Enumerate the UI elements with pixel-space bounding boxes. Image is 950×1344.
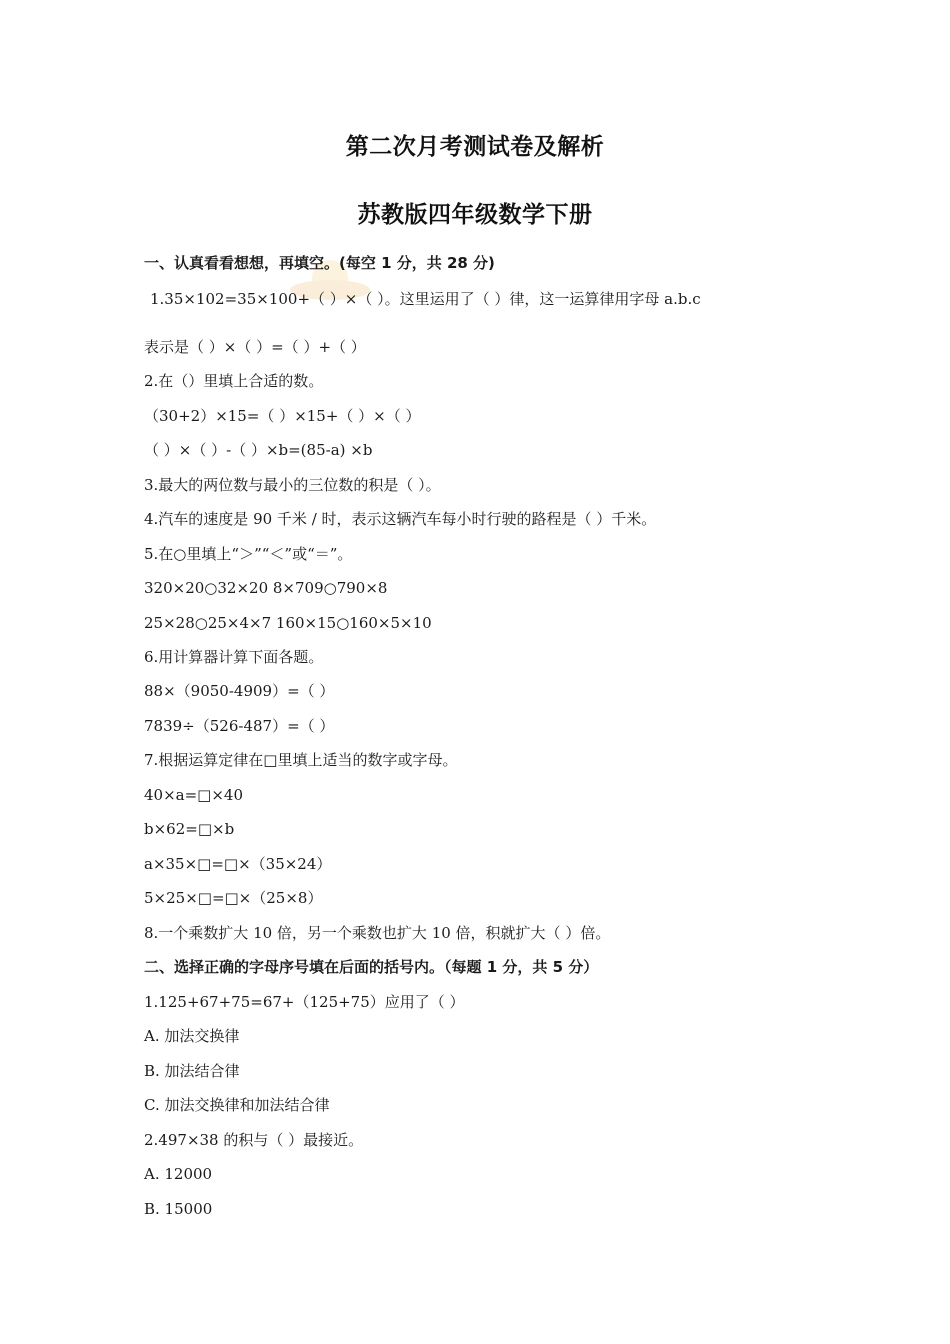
question-7-line-1: 40×a=□×40 — [144, 786, 243, 804]
question-7-title: 7.根据运算定律在□里填上适当的数字或字母。 — [144, 751, 458, 769]
question-3: 3.最大的两位数与最小的三位数的积是（ ）。 — [144, 476, 441, 494]
question-2-line-1: （30+2）×15=（ ）×15+（ ）×（ ） — [144, 407, 421, 425]
document-subtitle: 苏教版四年级数学下册 — [357, 202, 593, 228]
question-1-line-2: 表示是（ ）×（ ）=（ ）+（ ） — [144, 338, 366, 356]
question-4: 4.汽车的速度是 90 千米 / 时，表示这辆汽车每小时行驶的路程是（ ）千米。 — [144, 510, 657, 528]
question-2-line-2: （ ）×（ ）-（ ）×b=(85-a) ×b — [144, 441, 373, 459]
section2-heading: 二、选择正确的字母序号填在后面的括号内。（每题 1 分，共 5 分） — [144, 958, 599, 976]
question-1-line-1: 1.35×102=35×100+（ ）×（ ）。这里运用了（ ）律，这一运算律用字母 a.b.c — [150, 290, 701, 308]
section1-heading: 一、认真看看想想，再填空。(每空 1 分，共 28 分) — [144, 254, 495, 272]
question-8: 8.一个乘数扩大 10 倍，另一个乘数也扩大 10 倍，积就扩大（ ）倍。 — [144, 924, 611, 942]
question-7-line-3: a×35×□=□×（35×24） — [144, 855, 332, 873]
question-7-line-2: b×62=□×b — [144, 820, 235, 838]
choice-2-option-b: B. 15000 — [144, 1200, 213, 1218]
choice-1-option-a: A. 加法交换律 — [144, 1027, 240, 1045]
choice-question-2: 2.497×38 的积与（ ）最接近。 — [144, 1131, 364, 1149]
choice-question-1: 1.125+67+75=67+（125+75）应用了（ ） — [144, 993, 465, 1011]
question-5-title: 5.在○里填上“＞”“＜”或“＝”。 — [144, 545, 353, 563]
question-7-line-4: 5×25×□=□×（25×8） — [144, 889, 323, 907]
question-5-line-2: 25×28○25×4×7 160×15○160×5×10 — [144, 614, 432, 632]
choice-2-option-a: A. 12000 — [144, 1165, 213, 1183]
question-6-line-1: 88×（9050-4909）=（ ） — [144, 682, 335, 700]
document-title: 第二次月考测试卷及解析 — [345, 134, 605, 160]
question-2-title: 2.在（）里填上合适的数。 — [144, 372, 324, 390]
choice-1-option-b: B. 加法结合律 — [144, 1062, 240, 1080]
question-5-line-1: 320×20○32×20 8×709○790×8 — [144, 579, 388, 597]
question-6-title: 6.用计算器计算下面各题。 — [144, 648, 324, 666]
choice-1-option-c: C. 加法交换律和加法结合律 — [144, 1096, 330, 1114]
question-6-line-2: 7839÷（526-487）=（ ） — [144, 717, 335, 735]
